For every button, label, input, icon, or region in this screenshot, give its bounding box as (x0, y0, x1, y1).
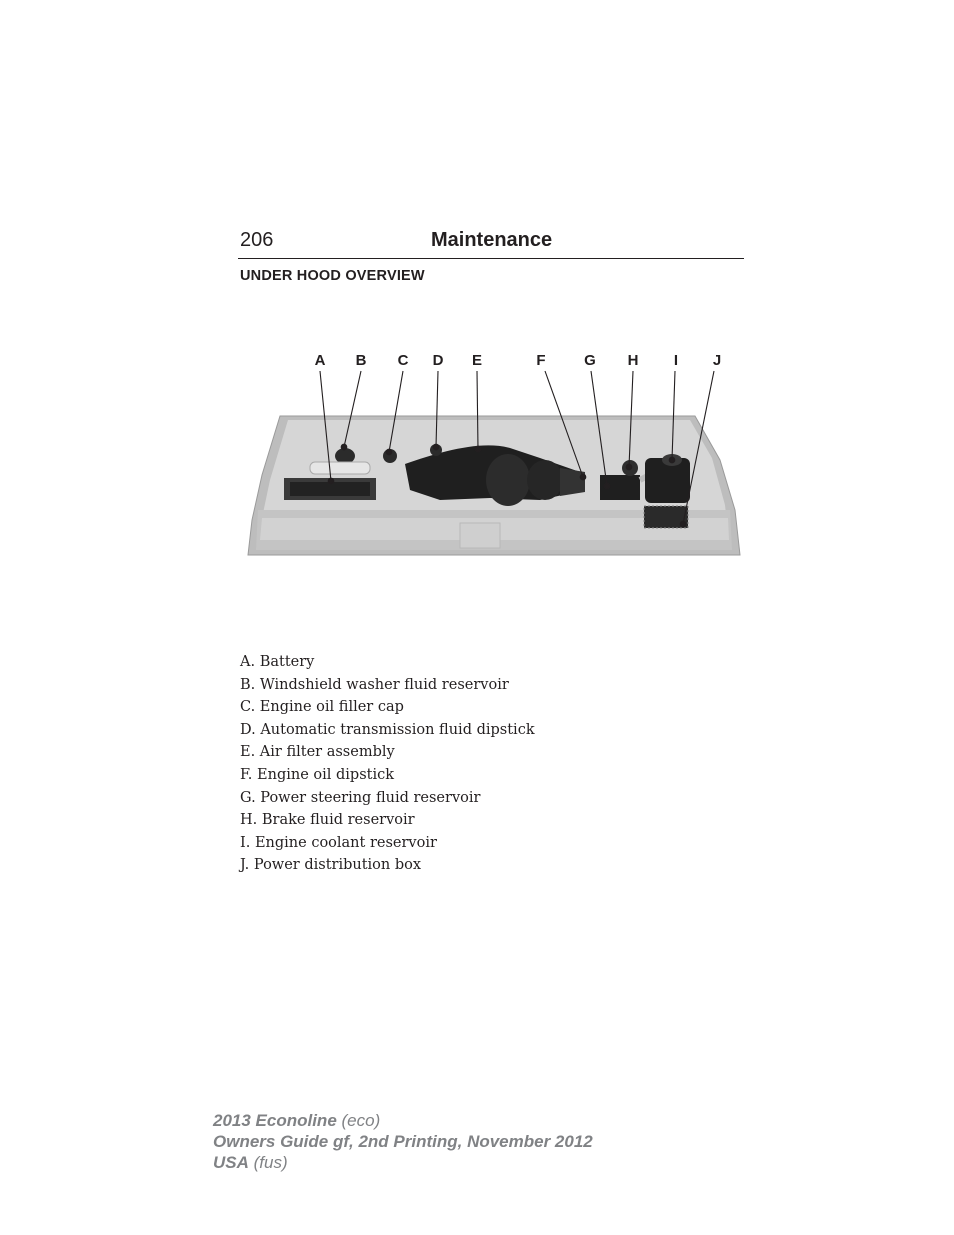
list-item: H. Brake fluid reservoir (240, 812, 415, 829)
callout-letter-c: C (397, 352, 409, 369)
callout-letter-e: E (471, 352, 483, 369)
list-item: I. Engine coolant reservoir (240, 834, 437, 851)
list-item: A. Battery (240, 654, 315, 670)
section-title: Maintenance (431, 229, 553, 251)
footer-market: USA (213, 1153, 249, 1172)
list-item: B. Windshield washer fluid reservoir (240, 676, 509, 693)
callout-letter-b: B (355, 352, 367, 369)
callout-letter-g: G (584, 352, 596, 369)
callout-letter-d: D (432, 352, 444, 369)
under-hood-illustration (240, 340, 750, 565)
footer-market-code: (fus) (253, 1153, 288, 1172)
list-item: J. Power distribution box (240, 857, 422, 874)
footer-line-2 (213, 1131, 593, 1152)
callout-letter-j: J (712, 352, 722, 369)
header-rule (238, 258, 744, 259)
callout-letter-h: H (627, 352, 639, 369)
engine-bay-drawing (248, 416, 740, 555)
footer-model-code: (eco) (341, 1111, 381, 1130)
footer-line-3 (213, 1152, 593, 1173)
component-list (240, 651, 535, 877)
page-number: 206 (240, 229, 274, 251)
footer (213, 1110, 593, 1173)
list-item: G. Power steering fluid reservoir (240, 789, 481, 806)
subheading: UNDER HOOD OVERVIEW (240, 268, 425, 284)
callout-letter-f: F (536, 352, 546, 369)
list-item: F. Engine oil dipstick (240, 766, 395, 783)
list-item: D. Automatic transmission fluid dipstick (240, 721, 535, 738)
list-item: C. Engine oil filler cap (240, 699, 404, 716)
footer-model: 2013 Econoline (213, 1111, 337, 1130)
footer-printing: Owners Guide gf, 2nd Printing, November 2012 (213, 1132, 593, 1151)
callout-letter-a: A (314, 352, 326, 369)
footer-line-1 (213, 1110, 593, 1131)
callout-letter-i: I (673, 352, 679, 369)
list-item: E. Air filter assembly (240, 744, 395, 761)
